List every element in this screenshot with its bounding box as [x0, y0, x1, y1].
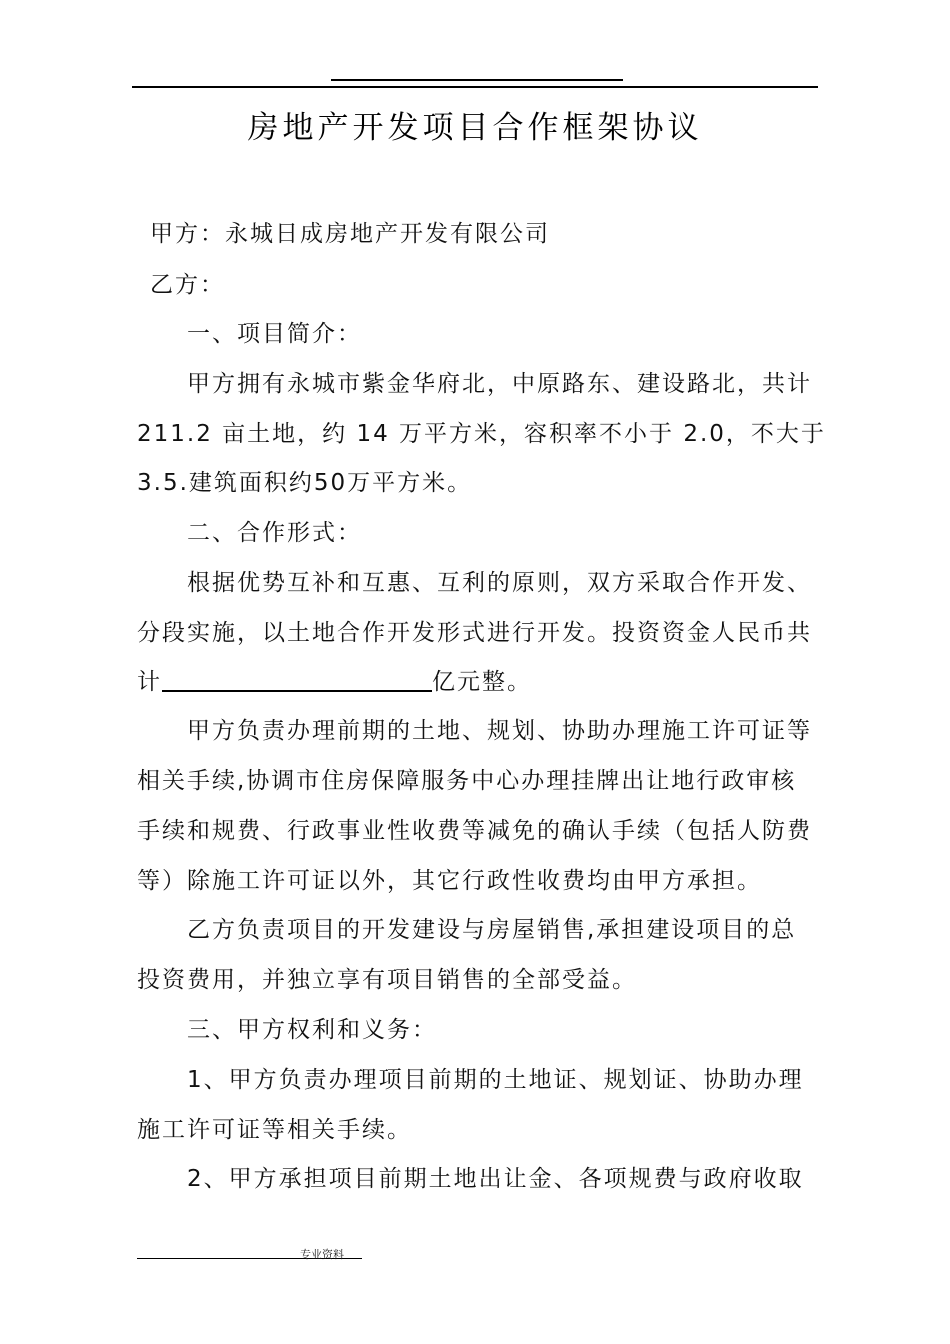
party-a-line: 甲方：永城日成房地产开发有限公司 [150, 221, 550, 247]
header-rule-short [331, 79, 623, 81]
investment-amount-line [137, 667, 827, 697]
section-3-item-line: 1、甲方负责办理项目前期的土地证、规划证、协助办理 [187, 1067, 804, 1093]
section-2-text-line: 分段实施，以土地合作开发形式进行开发。投资资金人民币共 [137, 620, 812, 646]
section-2-text-line: 相关手续,协调市住房保障服务中心办理挂牌出让地行政审核 [137, 768, 797, 794]
investment-prefix: 计 [137, 669, 162, 695]
section-1-heading: 一、项目简介： [187, 321, 362, 347]
section-2-text-line: 根据优势互补和互惠、互利的原则，双方采取合作开发、 [187, 570, 812, 596]
section-2-text-line: 投资费用，并独立享有项目销售的全部受益。 [137, 967, 637, 993]
section-2-heading: 二、合作形式： [187, 520, 362, 546]
section-3-item-line: 施工许可证等相关手续。 [137, 1117, 412, 1143]
section-2-text-line: 手续和规费、行政事业性收费等减免的确认手续（包括人防费 [137, 818, 812, 844]
section-3-item-line: 2、甲方承担项目前期土地出让金、各项规费与政府收取 [187, 1166, 804, 1192]
investment-amount-blank[interactable] [162, 668, 432, 692]
section-1-text-line: 3.5.建筑面积约50万平方米。 [137, 470, 473, 496]
section-1-text-line: 211.2 亩土地，约 14 万平方米，容积率不小于 2.0，不大于 [137, 421, 826, 447]
section-2-text-line: 乙方负责项目的开发建设与房屋销售,承担建设项目的总 [187, 917, 797, 943]
party-b-line: 乙方： [150, 272, 225, 298]
section-2-text-line: 甲方负责办理前期的土地、规划、协助办理施工许可证等 [187, 718, 812, 744]
investment-suffix: 亿元整。 [432, 669, 532, 695]
section-3-heading: 三、甲方权利和义务： [187, 1017, 437, 1043]
section-2-text-line: 等）除施工许可证以外，其它行政性收费均由甲方承担。 [137, 868, 762, 894]
footer-text: 专业资料 [300, 1248, 344, 1261]
document-title: 房地产开发项目合作框架协议 [247, 110, 703, 146]
header-rule [132, 86, 818, 88]
section-1-text-line: 甲方拥有永城市紫金华府北，中原路东、建设路北，共计 [187, 371, 812, 397]
